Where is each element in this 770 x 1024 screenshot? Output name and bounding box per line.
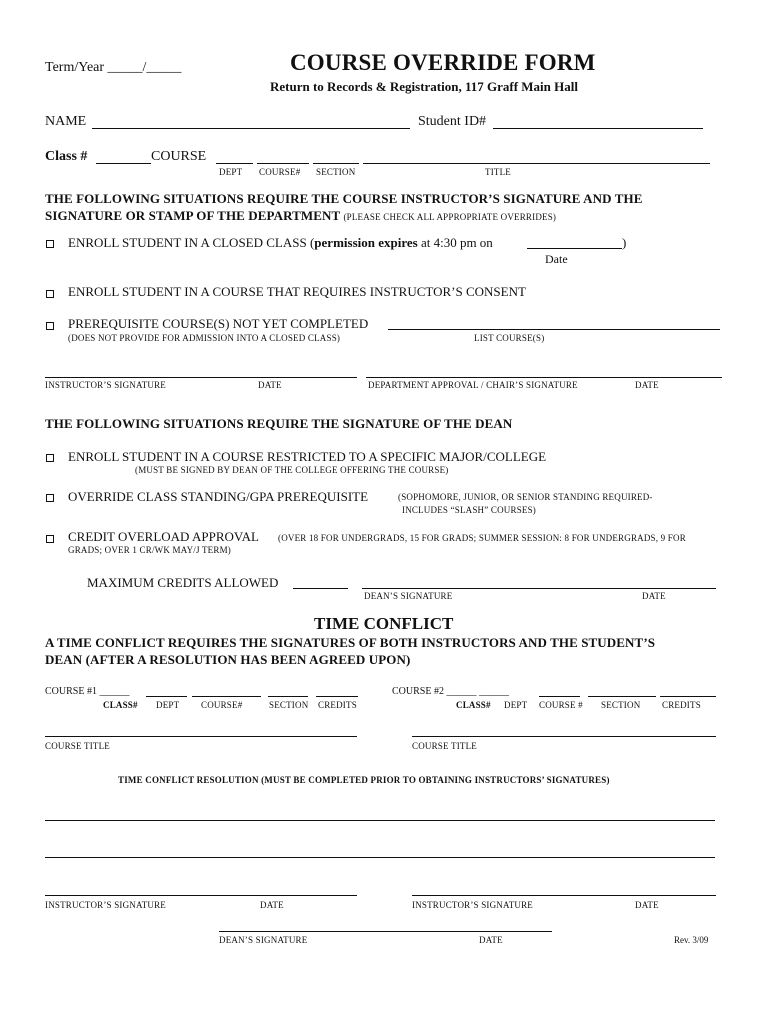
course2-dept-sublabel: DEPT (504, 700, 528, 710)
closed-class-tail: at 4:30 pm on (417, 235, 493, 250)
max-credits-field[interactable] (293, 588, 348, 589)
dean-signature-field[interactable] (362, 588, 716, 589)
course2-credits-sublabel: CREDITS (662, 700, 701, 710)
instructor-consent-option: ENROLL STUDENT IN A COURSE THAT REQUIRES INSTRUCTOR’S CONSENT (68, 284, 526, 299)
course1-dept-sublabel: DEPT (156, 700, 180, 710)
permission-date-label: Date (545, 252, 568, 266)
closed-class-option (68, 235, 493, 251)
tc-instructor1-date-label: DATE (260, 900, 284, 910)
prerequisite-note: (DOES NOT PROVIDE FOR ADMISSION INTO A CLOSED CLASS) (68, 333, 341, 343)
term-year-field[interactable]: Term/Year _____/_____ (45, 60, 182, 75)
restricted-major-note: (MUST BE SIGNED BY DEAN OF THE COLLEGE OFFERING THE COURSE) (135, 465, 449, 475)
department-signature-label: DEPARTMENT APPROVAL / CHAIR’S SIGNATURE (368, 380, 578, 390)
form-subtitle: Return to Records & Registration, 117 Graff Main Hall (270, 79, 578, 94)
course2-title-label: COURSE TITLE (412, 741, 477, 751)
course2-section-field[interactable] (588, 696, 656, 697)
revision-label: Rev. 3/09 (674, 935, 709, 945)
section-field[interactable] (313, 163, 359, 164)
course2-section-sublabel: SECTION (601, 700, 641, 710)
course1-dept-field[interactable] (146, 696, 187, 697)
instructor-section-note: (PLEASE CHECK ALL APPROPRIATE OVERRIDES) (343, 212, 557, 222)
course2-course-sublabel: COURSE # (539, 700, 583, 710)
class-standing-checkbox[interactable] (46, 494, 54, 502)
credit-overload-checkbox[interactable] (46, 535, 54, 543)
class-standing-option: OVERRIDE CLASS STANDING/GPA PREREQUISITE (68, 489, 369, 504)
restricted-major-option: ENROLL STUDENT IN A COURSE RESTRICTED TO A SPECIFIC MAJOR/COLLEGE (68, 449, 547, 464)
course1-section-sublabel: SECTION (269, 700, 309, 710)
class-number-field[interactable] (96, 163, 151, 164)
resolution-line-1[interactable] (45, 820, 715, 821)
list-courses-label: LIST COURSE(S) (474, 333, 545, 343)
course2-credits-field[interactable] (660, 696, 716, 697)
credit-overload-note-2: GRADS; OVER 1 CR/WK MAY/J TERM) (68, 545, 231, 555)
max-credits-label: MAXIMUM CREDITS ALLOWED (87, 575, 279, 590)
course-number-field[interactable] (257, 163, 309, 164)
instructor-section-heading-2 (45, 208, 556, 224)
instructor-signature-field[interactable] (45, 377, 357, 378)
course1-class-sublabel: CLASS# (103, 700, 138, 710)
title-sublabel: TITLE (485, 167, 511, 177)
credit-overload-note-1: (OVER 18 FOR UNDERGRADS, 15 FOR GRADS; SUMMER SESSION: 8 FOR UNDERGRADS, 9 FOR (278, 533, 686, 543)
restricted-major-checkbox[interactable] (46, 454, 54, 462)
instructor-signature-label: INSTRUCTOR’S SIGNATURE (45, 380, 166, 390)
course2-title-field[interactable] (412, 736, 716, 737)
course1-credits-field[interactable] (316, 696, 358, 697)
class-standing-note-2: INCLUDES “SLASH” COURSES) (402, 505, 537, 515)
dept-sublabel: DEPT (219, 167, 243, 177)
course-label: COURSE (151, 149, 207, 164)
course2-class-sublabel: CLASS# (456, 700, 491, 710)
course1-course-sublabel: COURSE# (201, 700, 243, 710)
tc-dean-signature-field[interactable] (219, 931, 552, 932)
instructor-consent-checkbox[interactable] (46, 290, 54, 298)
tc-instructor2-signature-field[interactable] (412, 895, 716, 896)
course1-title-field[interactable] (45, 736, 357, 737)
instructor-date-label: DATE (258, 380, 282, 390)
time-conflict-title: TIME CONFLICT (314, 614, 454, 633)
permission-date-field[interactable] (527, 248, 622, 249)
time-conflict-desc-2: DEAN (AFTER A RESOLUTION HAS BEEN AGREED UPON) (45, 652, 411, 667)
student-id-field[interactable] (493, 128, 703, 129)
course2-class-field[interactable]: COURSE #2 ______ ______ (392, 686, 509, 697)
prerequisite-courses-field[interactable] (388, 329, 720, 330)
instructor-section-heading-line2: SIGNATURE OR STAMP OF THE DEPARTMENT (45, 208, 341, 223)
dept-field[interactable] (216, 163, 253, 164)
class-standing-note-1: (SOPHOMORE, JUNIOR, OR SENIOR STANDING REQUIRED- (398, 492, 653, 502)
tc-instructor2-signature-label: INSTRUCTOR’S SIGNATURE (412, 900, 533, 910)
student-id-label: Student ID# (418, 114, 487, 129)
department-date-label: DATE (635, 380, 659, 390)
prerequisite-option: PREREQUISITE COURSE(S) NOT YET COMPLETED (68, 316, 369, 331)
instructor-section-heading: THE FOLLOWING SITUATIONS REQUIRE THE COURSE INSTRUCTOR’S SIGNATURE AND THE (45, 191, 643, 206)
closed-class-checkbox[interactable] (46, 240, 54, 248)
course1-section-field[interactable] (268, 696, 308, 697)
dean-signature-label: DEAN’S SIGNATURE (364, 591, 453, 601)
tc-instructor1-signature-field[interactable] (45, 895, 357, 896)
resolution-heading: TIME CONFLICT RESOLUTION (MUST BE COMPLETED PRIOR TO OBTAINING INSTRUCTORS’ SIGNATURES) (118, 775, 610, 785)
title-field[interactable] (363, 163, 710, 164)
closed-class-paren: ) (622, 235, 627, 250)
name-field[interactable] (92, 128, 410, 129)
course2-course-field[interactable] (539, 696, 580, 697)
tc-instructor2-date-label: DATE (635, 900, 659, 910)
time-conflict-desc-1: A TIME CONFLICT REQUIRES THE SIGNATURES OF BOTH INSTRUCTORS AND THE STUDENT’S (45, 635, 656, 650)
tc-instructor1-signature-label: INSTRUCTOR’S SIGNATURE (45, 900, 166, 910)
dean-date-label: DATE (642, 591, 666, 601)
department-signature-field[interactable] (366, 377, 722, 378)
name-label: NAME (45, 114, 87, 129)
tc-dean-date-label: DATE (479, 935, 503, 945)
course1-credits-sublabel: CREDITS (318, 700, 357, 710)
dean-section-heading: THE FOLLOWING SITUATIONS REQUIRE THE SIGNATURE OF THE DEAN (45, 416, 513, 431)
form-title: COURSE OVERRIDE FORM (290, 50, 596, 75)
course1-course-field[interactable] (192, 696, 261, 697)
tc-dean-signature-label: DEAN’S SIGNATURE (219, 935, 308, 945)
resolution-line-2[interactable] (45, 857, 715, 858)
section-sublabel: SECTION (316, 167, 356, 177)
course-number-sublabel: COURSE# (259, 167, 301, 177)
class-label: Class # (45, 149, 88, 164)
prerequisite-checkbox[interactable] (46, 322, 54, 330)
permission-expires-text: permission expires (314, 235, 418, 250)
course1-class-field[interactable]: COURSE #1 ______ (45, 686, 130, 697)
course1-title-label: COURSE TITLE (45, 741, 110, 751)
credit-overload-option: CREDIT OVERLOAD APPROVAL (68, 529, 259, 544)
closed-class-text: ENROLL STUDENT IN A CLOSED CLASS ( (68, 235, 315, 250)
